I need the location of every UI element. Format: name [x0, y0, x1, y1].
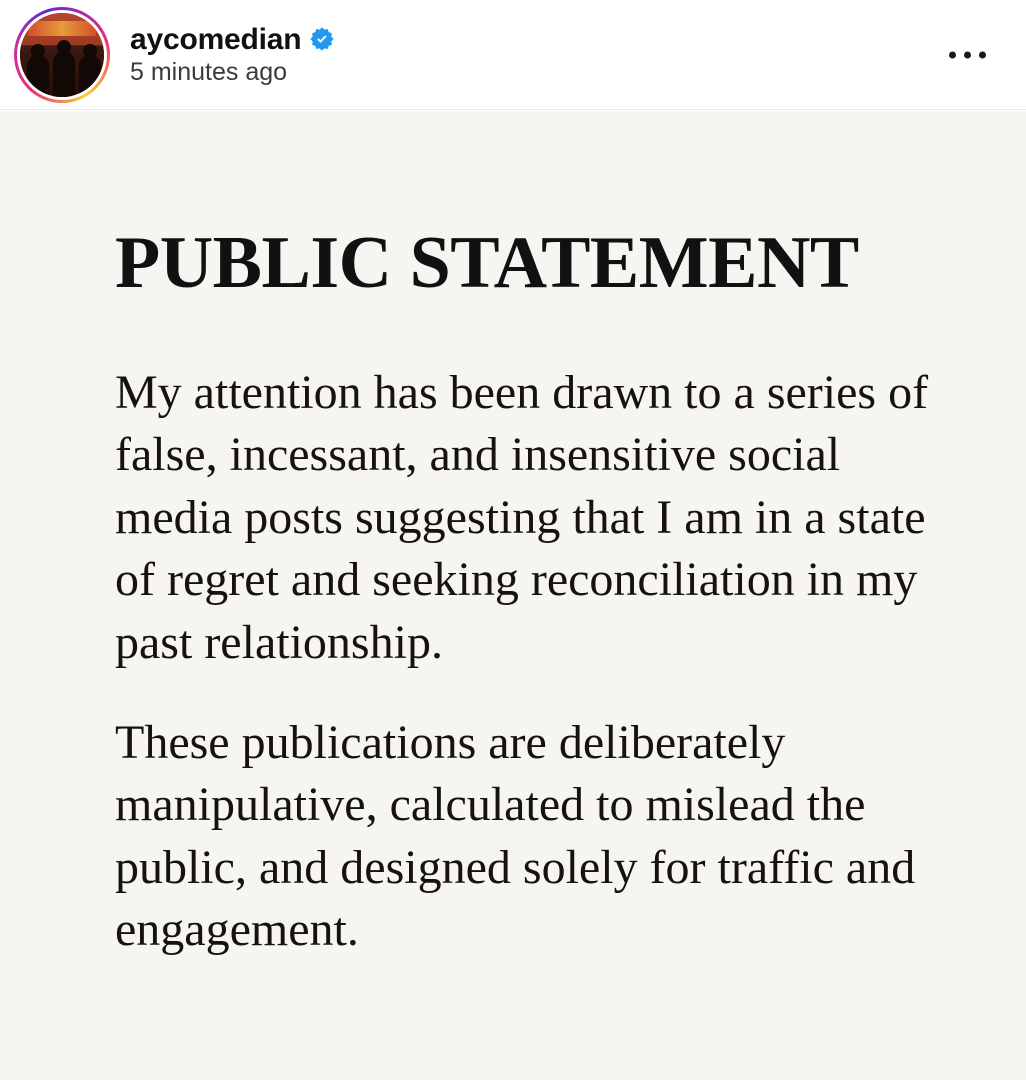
post-header-text: [130, 23, 335, 87]
avatar-figure: [27, 55, 49, 97]
statement-paragraph: These publications are deliberately manipulative, calculated to mislead the public, and designed solely for traffic and engagement.: [115, 715, 916, 957]
more-dot: [949, 51, 956, 58]
post-image-card[interactable]: [0, 111, 1026, 1080]
avatar-figure: [79, 55, 101, 97]
statement-paragraph: My attention has been drawn to a series of false, incessant, and insensitive social media posts suggesting that I am in a state of regret and seeking reconciliation in my past relationship.: [115, 366, 929, 669]
statement-body: [115, 362, 935, 962]
avatar-figure: [53, 51, 75, 97]
more-dot: [979, 51, 986, 58]
account-username[interactable]: aycomedian: [130, 22, 302, 56]
avatar-banner: [28, 21, 96, 36]
post-header: [0, 0, 1026, 110]
account-name-row: [130, 23, 335, 56]
post-timestamp: 5 minutes ago: [130, 57, 288, 86]
avatar[interactable]: [14, 7, 110, 103]
verified-badge-icon: [309, 26, 335, 52]
avatar-image: [17, 10, 107, 100]
more-dot: [964, 51, 971, 58]
statement-title: PUBLIC STATEMENT: [115, 222, 859, 304]
more-options-icon[interactable]: [939, 41, 996, 68]
